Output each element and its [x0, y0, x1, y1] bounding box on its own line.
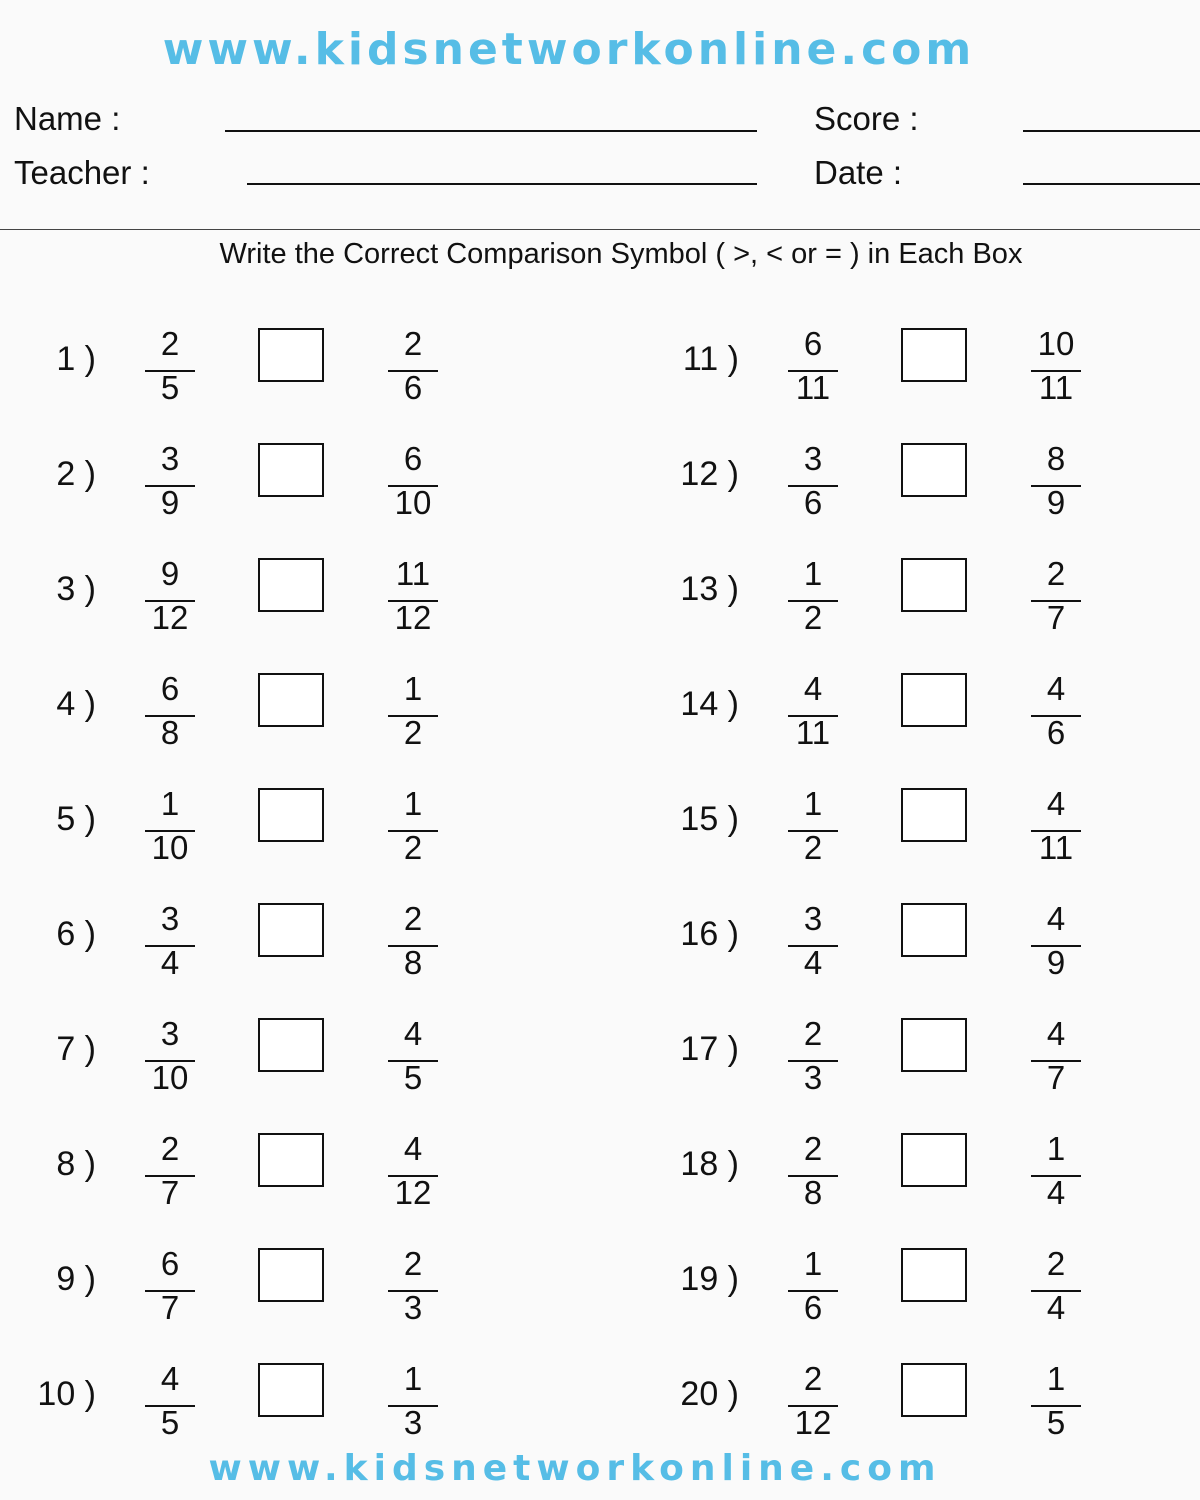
problem-item [0, 1240, 500, 1340]
problem-item [643, 1355, 1143, 1455]
left-fraction [788, 1125, 838, 1225]
left-fraction [788, 1355, 838, 1455]
denominator: 11 [795, 714, 831, 751]
right-fraction [1031, 780, 1081, 880]
denominator: 9 [1046, 944, 1066, 981]
date-field[interactable] [1023, 183, 1200, 185]
denominator: 11 [1038, 369, 1074, 406]
right-fraction [388, 1355, 438, 1455]
numerator: 2 [1046, 555, 1066, 592]
left-fraction [788, 320, 838, 420]
numerator: 4 [803, 670, 823, 707]
denominator: 6 [803, 1289, 823, 1326]
right-fraction [1031, 1355, 1081, 1455]
denominator: 9 [160, 484, 180, 521]
numerator: 4 [1046, 670, 1066, 707]
denominator: 7 [1046, 599, 1066, 636]
numerator: 10 [1037, 325, 1075, 362]
denominator: 5 [160, 369, 180, 406]
denominator: 12 [794, 1404, 832, 1441]
score-label: Score : [814, 100, 919, 137]
denominator: 2 [403, 714, 423, 751]
site-url-footer: www.kidsnetworkonline.com [208, 1448, 942, 1489]
answer-box[interactable] [901, 443, 967, 497]
denominator: 6 [1046, 714, 1066, 751]
numerator: 1 [1046, 1130, 1066, 1167]
denominator: 7 [1046, 1059, 1066, 1096]
problem-number: 5 ) [56, 800, 96, 838]
problem-number: 9 ) [56, 1260, 96, 1298]
answer-box[interactable] [258, 1248, 324, 1302]
numerator: 6 [160, 1245, 180, 1282]
numerator: 4 [403, 1015, 423, 1052]
teacher-field[interactable] [247, 183, 757, 185]
numerator: 6 [160, 670, 180, 707]
answer-box[interactable] [901, 1133, 967, 1187]
left-fraction [145, 1125, 195, 1225]
right-fraction [388, 1240, 438, 1340]
problem-item [643, 665, 1143, 765]
instruction-text: Write the Correct Comparison Symbol ( >, < or = ) in Each Box [219, 238, 1023, 270]
numerator: 11 [395, 555, 431, 592]
numerator: 2 [403, 900, 423, 937]
problem-number: 18 ) [680, 1145, 739, 1183]
name-field[interactable] [225, 130, 757, 132]
numerator: 8 [1046, 440, 1066, 477]
answer-box[interactable] [901, 788, 967, 842]
right-fraction [1031, 1125, 1081, 1225]
problem-number: 6 ) [56, 915, 96, 953]
problem-item [0, 1355, 500, 1455]
numerator: 4 [403, 1130, 423, 1167]
problem-item [0, 320, 500, 420]
numerator: 3 [160, 1015, 180, 1052]
numerator: 4 [1046, 785, 1066, 822]
teacher-label: Teacher : [14, 154, 150, 191]
numerator: 1 [403, 1360, 423, 1397]
numerator: 3 [803, 900, 823, 937]
numerator: 1 [803, 555, 823, 592]
denominator: 4 [1046, 1289, 1066, 1326]
answer-box[interactable] [258, 443, 324, 497]
problem-item [643, 435, 1143, 535]
right-fraction [1031, 435, 1081, 535]
numerator: 2 [803, 1015, 823, 1052]
denominator: 10 [394, 484, 432, 521]
answer-box[interactable] [258, 1363, 324, 1417]
denominator: 5 [403, 1059, 423, 1096]
numerator: 6 [403, 440, 423, 477]
left-fraction [145, 1010, 195, 1110]
problem-item [0, 1125, 500, 1225]
right-fraction [388, 1125, 438, 1225]
site-url-header: www.kidsnetworkonline.com [162, 24, 976, 75]
numerator: 3 [160, 440, 180, 477]
denominator: 7 [160, 1289, 180, 1326]
problem-item [643, 1010, 1143, 1110]
numerator: 2 [803, 1360, 823, 1397]
numerator: 2 [160, 1130, 180, 1167]
problem-number: 13 ) [680, 570, 739, 608]
answer-box[interactable] [258, 673, 324, 727]
denominator: 10 [151, 829, 189, 866]
answer-box[interactable] [258, 1018, 324, 1072]
left-fraction [788, 1240, 838, 1340]
numerator: 3 [160, 900, 180, 937]
denominator: 12 [394, 599, 432, 636]
denominator: 3 [403, 1404, 423, 1441]
problem-item [0, 895, 500, 995]
numerator: 4 [1046, 1015, 1066, 1052]
left-fraction [145, 1240, 195, 1340]
right-fraction [1031, 550, 1081, 650]
answer-box[interactable] [258, 903, 324, 957]
problem-item [643, 550, 1143, 650]
right-fraction [388, 665, 438, 765]
problem-number: 2 ) [56, 455, 96, 493]
problem-number: 12 ) [680, 455, 739, 493]
problem-item [643, 895, 1143, 995]
denominator: 12 [394, 1174, 432, 1211]
problem-number: 4 ) [56, 685, 96, 723]
answer-box[interactable] [258, 328, 324, 382]
left-fraction [788, 1010, 838, 1110]
date-label: Date : [814, 154, 903, 191]
numerator: 2 [1046, 1245, 1066, 1282]
right-fraction [388, 435, 438, 535]
right-fraction [1031, 665, 1081, 765]
denominator: 5 [160, 1404, 180, 1441]
left-fraction [145, 895, 195, 995]
answer-box[interactable] [901, 1018, 967, 1072]
answer-box[interactable] [901, 1248, 967, 1302]
answer-box[interactable] [258, 558, 324, 612]
denominator: 4 [1046, 1174, 1066, 1211]
problem-item [643, 320, 1143, 420]
score-field[interactable] [1023, 130, 1200, 132]
problem-number: 1 ) [56, 340, 96, 378]
problem-number: 16 ) [680, 915, 739, 953]
denominator: 4 [160, 944, 180, 981]
answer-box[interactable] [258, 1133, 324, 1187]
left-fraction [145, 665, 195, 765]
problem-item [643, 780, 1143, 880]
denominator: 3 [803, 1059, 823, 1096]
problem-number: 20 ) [680, 1375, 739, 1413]
left-fraction [145, 780, 195, 880]
problem-item [0, 780, 500, 880]
answer-box[interactable] [901, 558, 967, 612]
denominator: 4 [803, 944, 823, 981]
answer-box[interactable] [901, 328, 967, 382]
problem-number: 3 ) [56, 570, 96, 608]
name-label: Name : [14, 100, 121, 137]
left-fraction [145, 320, 195, 420]
problem-item [0, 550, 500, 650]
denominator: 3 [403, 1289, 423, 1326]
right-fraction [388, 895, 438, 995]
left-fraction [145, 435, 195, 535]
problem-number: 7 ) [56, 1030, 96, 1068]
problem-number: 15 ) [680, 800, 739, 838]
numerator: 2 [403, 325, 423, 362]
denominator: 6 [403, 369, 423, 406]
left-fraction [788, 895, 838, 995]
right-fraction [1031, 320, 1081, 420]
denominator: 12 [151, 599, 189, 636]
left-fraction [788, 780, 838, 880]
left-fraction [145, 550, 195, 650]
denominator: 2 [803, 599, 823, 636]
left-fraction [788, 550, 838, 650]
right-fraction [1031, 1240, 1081, 1340]
denominator: 9 [1046, 484, 1066, 521]
numerator: 2 [160, 325, 180, 362]
problem-number: 11 ) [682, 340, 739, 378]
right-fraction [388, 780, 438, 880]
right-fraction [388, 320, 438, 420]
denominator: 8 [803, 1174, 823, 1211]
numerator: 3 [803, 440, 823, 477]
numerator: 1 [160, 785, 180, 822]
problem-item [0, 435, 500, 535]
numerator: 6 [803, 325, 823, 362]
numerator: 1 [1046, 1360, 1066, 1397]
right-fraction [1031, 895, 1081, 995]
denominator: 2 [403, 829, 423, 866]
problem-number: 19 ) [680, 1260, 739, 1298]
answer-box[interactable] [901, 1363, 967, 1417]
problem-item [643, 1125, 1143, 1225]
numerator: 1 [803, 1245, 823, 1282]
numerator: 1 [803, 785, 823, 822]
denominator: 5 [1046, 1404, 1066, 1441]
numerator: 9 [160, 555, 180, 592]
problem-item [0, 1010, 500, 1110]
answer-box[interactable] [901, 673, 967, 727]
problem-number: 17 ) [680, 1030, 739, 1068]
answer-box[interactable] [901, 903, 967, 957]
denominator: 6 [803, 484, 823, 521]
right-fraction [388, 1010, 438, 1110]
problem-item [0, 665, 500, 765]
denominator: 8 [160, 714, 180, 751]
problem-number: 14 ) [680, 685, 739, 723]
denominator: 11 [1038, 829, 1074, 866]
right-fraction [388, 550, 438, 650]
answer-box[interactable] [258, 788, 324, 842]
left-fraction [788, 435, 838, 535]
problem-number: 8 ) [56, 1145, 96, 1183]
denominator: 11 [795, 369, 831, 406]
problem-number: 10 ) [37, 1375, 96, 1413]
numerator: 4 [1046, 900, 1066, 937]
header-divider [0, 229, 1200, 230]
numerator: 4 [160, 1360, 180, 1397]
problem-item [643, 1240, 1143, 1340]
numerator: 2 [403, 1245, 423, 1282]
numerator: 1 [403, 785, 423, 822]
denominator: 10 [151, 1059, 189, 1096]
right-fraction [1031, 1010, 1081, 1110]
denominator: 2 [803, 829, 823, 866]
left-fraction [145, 1355, 195, 1455]
denominator: 8 [403, 944, 423, 981]
numerator: 2 [803, 1130, 823, 1167]
denominator: 7 [160, 1174, 180, 1211]
left-fraction [788, 665, 838, 765]
numerator: 1 [403, 670, 423, 707]
